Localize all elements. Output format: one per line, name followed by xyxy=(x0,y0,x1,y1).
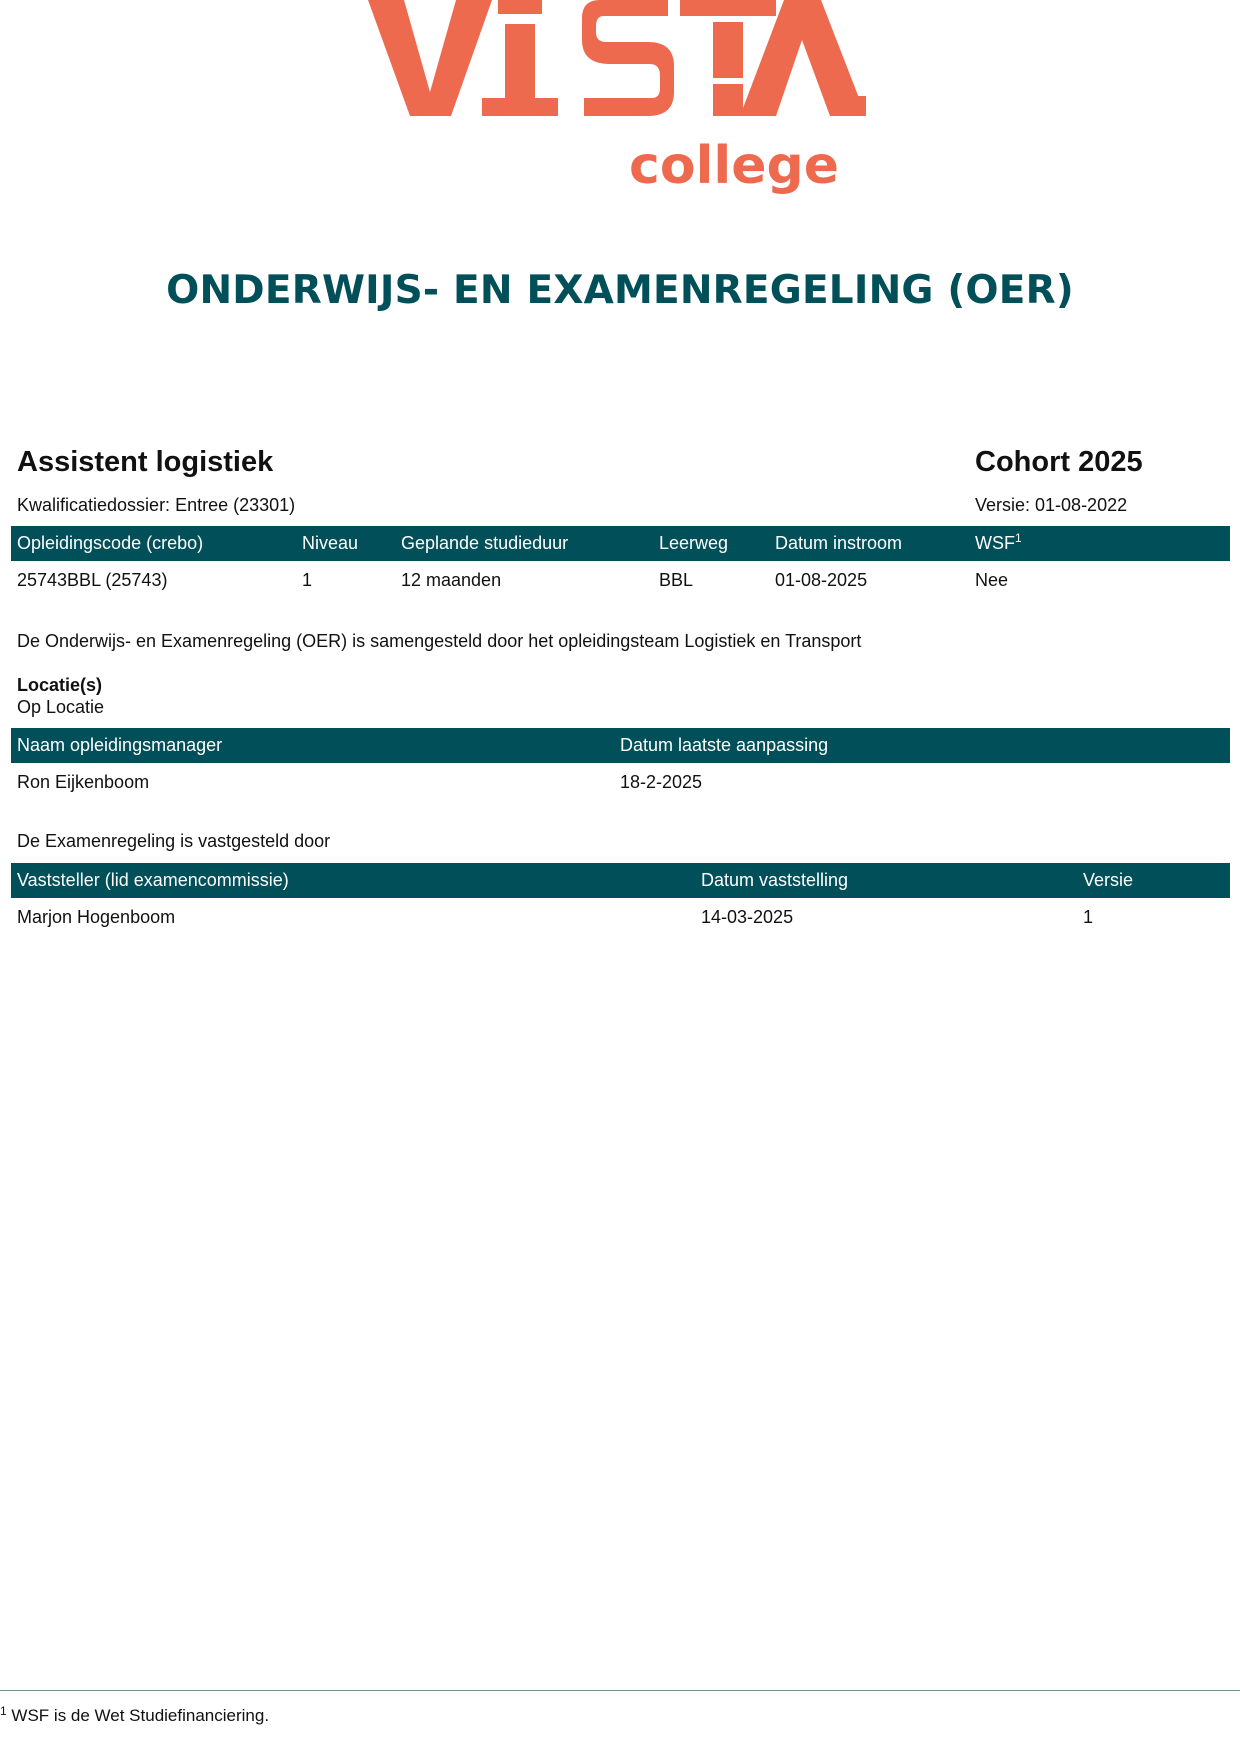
header-vaststeller: Vaststeller (lid examencommissie) xyxy=(17,870,289,890)
cell-vaststeller: Marjon Hogenboom xyxy=(17,907,176,927)
vista-logo-mark xyxy=(368,0,866,116)
logo-subword: college xyxy=(629,136,839,196)
header-crebo: Opleidingscode (crebo) xyxy=(17,533,204,553)
footnote-divider xyxy=(0,1690,1240,1691)
cell-last-change: 18-2-2025 xyxy=(620,772,703,792)
cohort-label: Cohort 2025 xyxy=(975,446,1143,478)
exam-table-row xyxy=(11,900,1230,935)
header-leerweg: Leerweg xyxy=(659,533,729,553)
exam-text: De Examenregeling is vastgesteld door xyxy=(17,831,331,851)
exam-table-header xyxy=(11,863,1230,898)
header-last-change: Datum laatste aanpassing xyxy=(620,735,829,755)
program-table-header xyxy=(11,526,1230,561)
footnote-number: 1 xyxy=(0,1704,7,1718)
cell-instroom: 01-08-2025 xyxy=(775,570,868,590)
footnote xyxy=(0,1706,269,1726)
wsf-footnote-ref: 1 xyxy=(1015,531,1022,545)
cell-leerweg: BBL xyxy=(659,570,694,590)
header-date-vaststelling: Datum vaststelling xyxy=(701,870,849,890)
qualification-dossier: Kwalificatiedossier: Entree (23301) xyxy=(17,495,296,515)
header-instroom: Datum instroom xyxy=(775,533,903,553)
locations-value: Op Locatie xyxy=(17,697,105,717)
footnote-text: WSF is de Wet Studiefinanciering. xyxy=(11,1706,270,1725)
header-studieduur: Geplande studieduur xyxy=(401,533,569,553)
locations-heading: Locatie(s) xyxy=(17,675,103,695)
cell-studieduur: 12 maanden xyxy=(401,570,502,590)
cell-versie: 1 xyxy=(1083,907,1094,927)
cell-manager: Ron Eijkenboom xyxy=(17,772,150,792)
cell-crebo: 25743BBL (25743) xyxy=(17,570,168,590)
vista-college-logo xyxy=(0,0,1240,210)
document-title: ONDERWIJS- EN EXAMENREGELING (OER) xyxy=(166,268,1074,313)
program-name: Assistent logistiek xyxy=(17,446,274,478)
cell-wsf: Nee xyxy=(975,570,1009,590)
header-wsf-label: WSF xyxy=(975,533,1015,553)
manager-table-row xyxy=(11,765,1230,800)
header-niveau: Niveau xyxy=(302,533,359,553)
header-versie: Versie xyxy=(1083,870,1134,890)
manager-table-header xyxy=(11,728,1230,763)
composition-text: De Onderwijs- en Examenregeling (OER) is samengesteld door het opleidingsteam Logistiek en Transport xyxy=(17,631,862,651)
program-table-row xyxy=(11,563,1230,598)
header-wsf xyxy=(975,526,1022,561)
cell-niveau: 1 xyxy=(302,570,313,590)
header-manager: Naam opleidingsmanager xyxy=(17,735,223,755)
cell-date-vaststelling: 14-03-2025 xyxy=(701,907,794,927)
dossier-version: Versie: 01-08-2022 xyxy=(975,495,1128,515)
